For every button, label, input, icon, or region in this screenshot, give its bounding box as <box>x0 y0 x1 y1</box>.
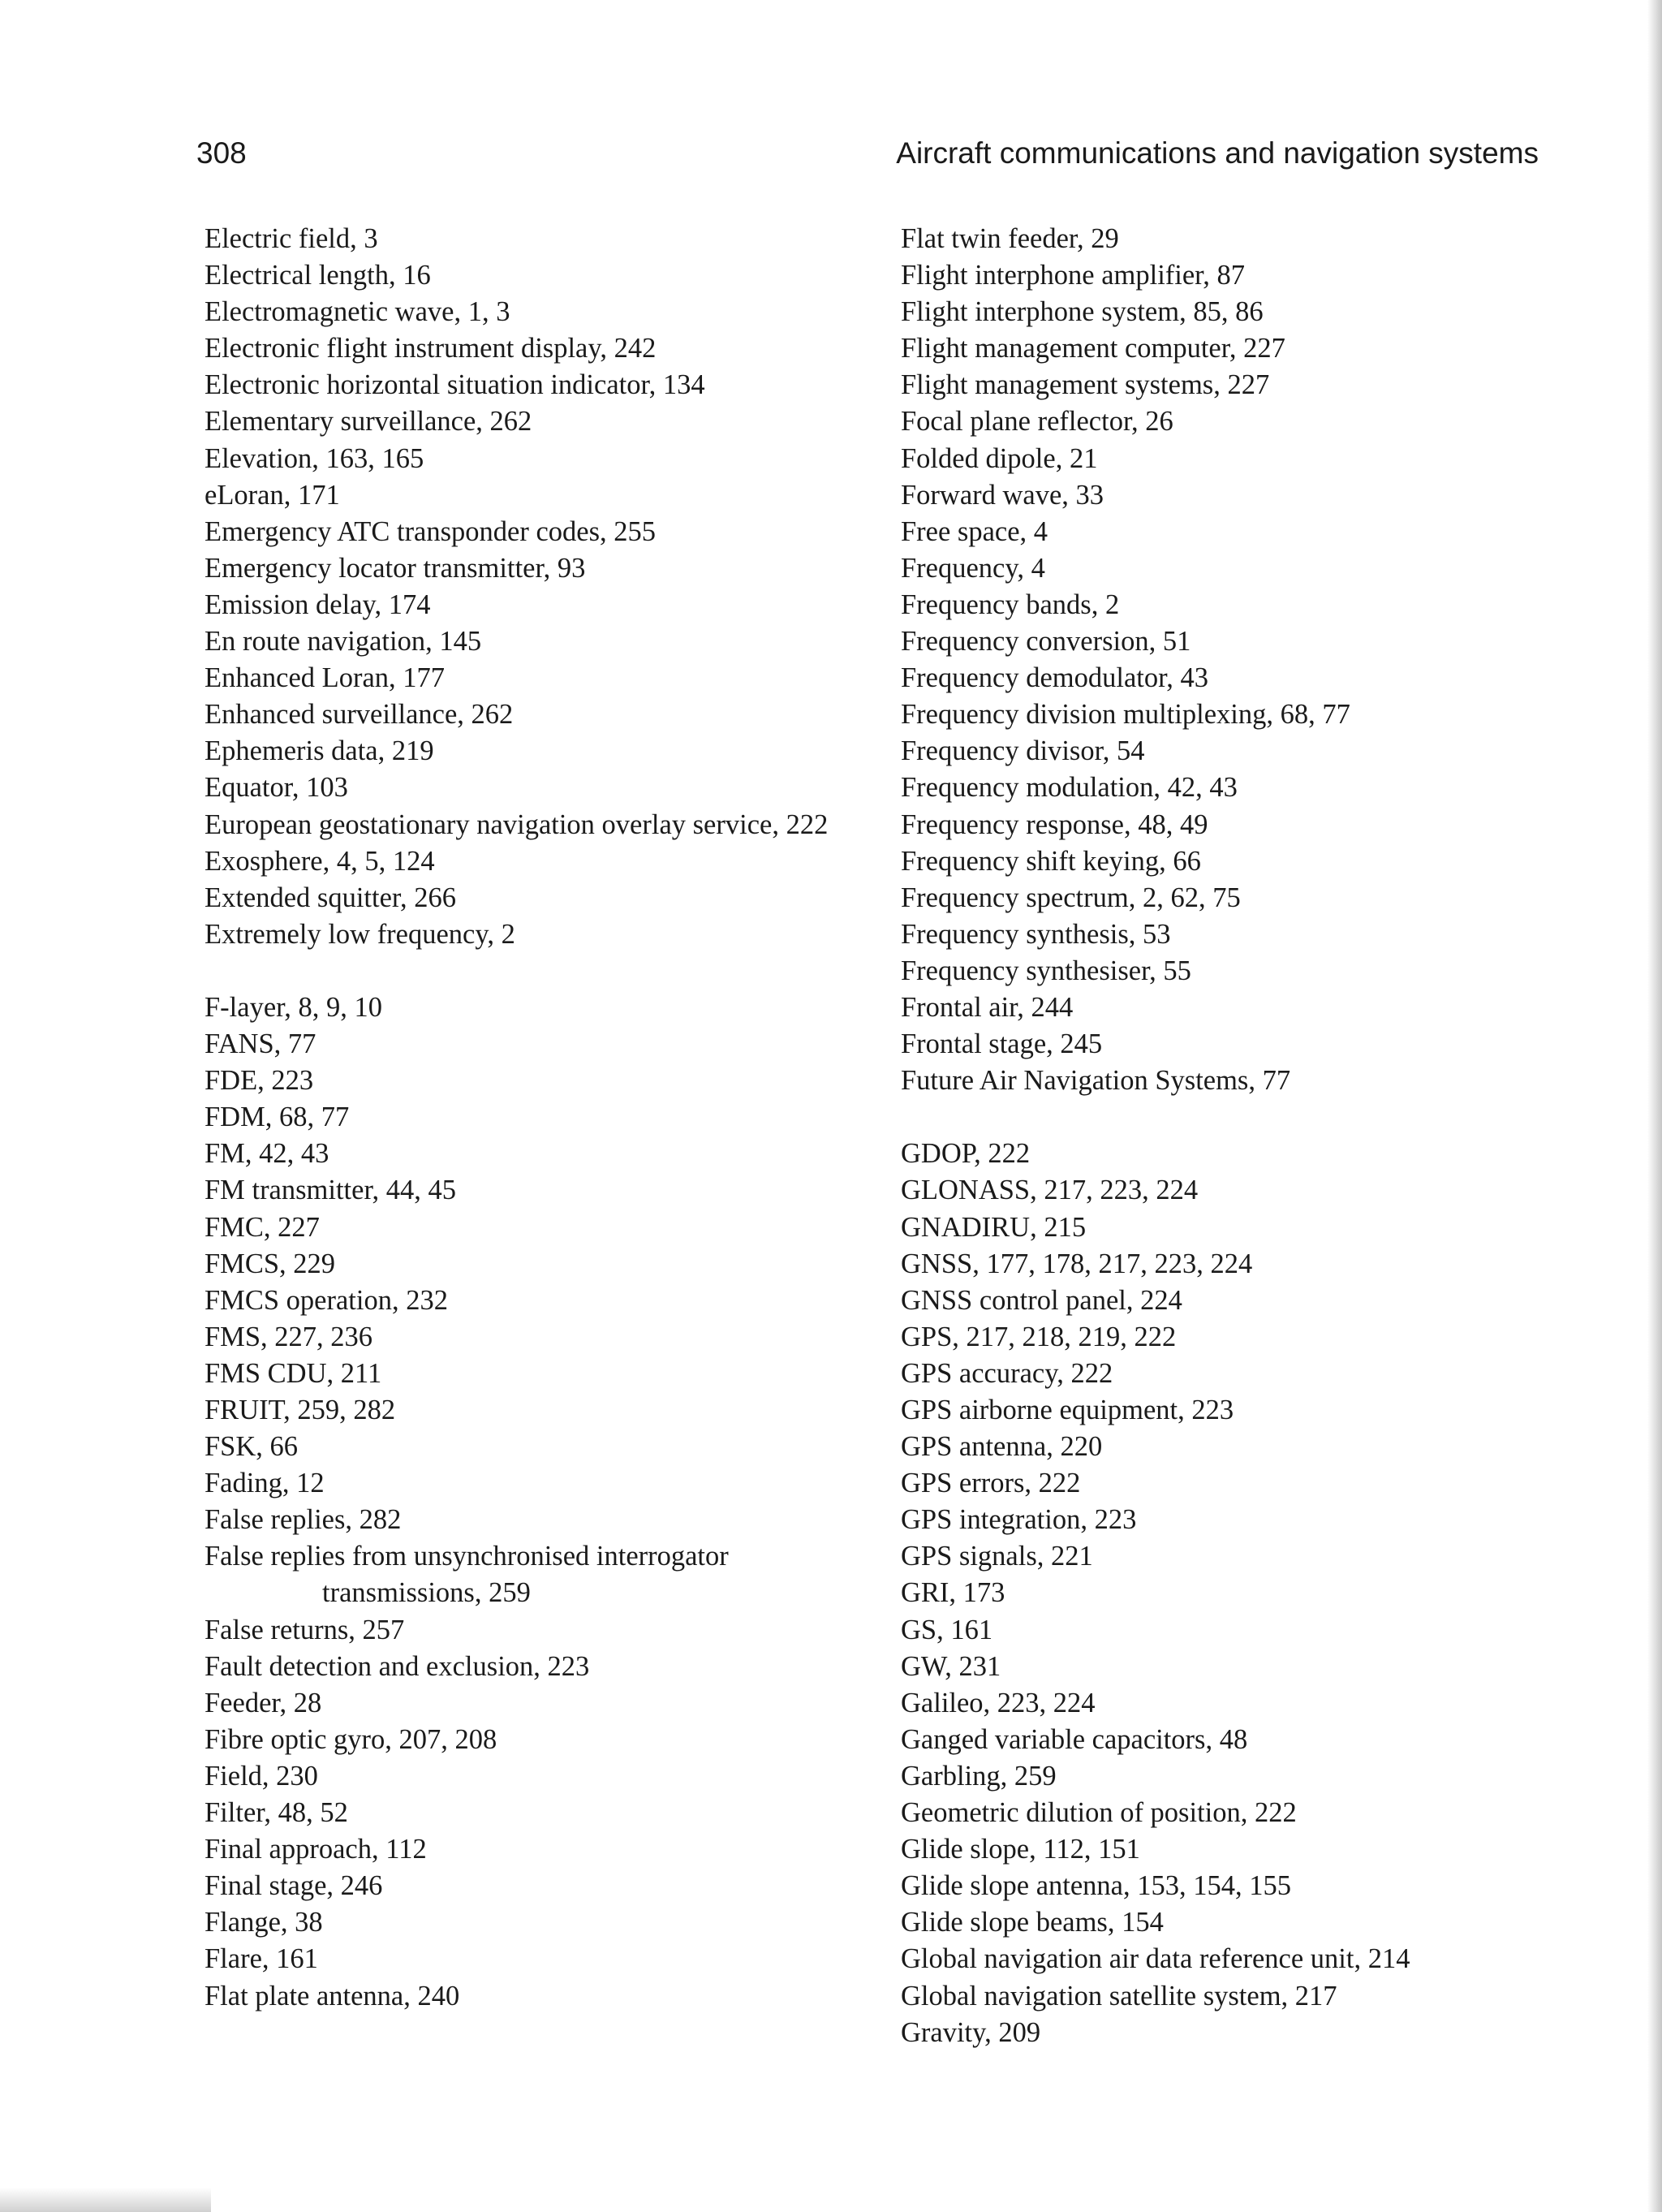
index-entry: Flange, 38 <box>205 1907 323 1938</box>
index-entry: Geometric dilution of position, 222 <box>901 1797 1297 1829</box>
index-entry: Frontal stage, 245 <box>901 1028 1103 1060</box>
index-entry: Glide slope antenna, 153, 154, 155 <box>901 1870 1291 1902</box>
index-entry: GNSS, 177, 178, 217, 223, 224 <box>901 1248 1253 1279</box>
index-entry: Future Air Navigation Systems, 77 <box>901 1065 1291 1097</box>
index-entry: Final approach, 112 <box>205 1834 427 1865</box>
index-entry: Frequency synthesiser, 55 <box>901 955 1191 986</box>
index-entry: Gravity, 209 <box>901 2016 1041 2048</box>
index-entry: FMC, 227 <box>205 1211 320 1243</box>
index-section-gap <box>901 1099 1550 1136</box>
index-entry: Frequency modulation, 42, 43 <box>901 772 1238 804</box>
index-entry: Emission delay, 174 <box>205 589 431 620</box>
index-entry: GPS, 217, 218, 219, 222 <box>901 1321 1177 1352</box>
index-entry: Frequency divisor, 54 <box>901 735 1145 767</box>
index-entry: Frequency division multiplexing, 68, 77 <box>901 699 1350 731</box>
index-entry: Free space, 4 <box>901 515 1048 547</box>
index-entry: Final stage, 246 <box>205 1870 383 1902</box>
index-entry: Emergency locator transmitter, 93 <box>205 552 586 584</box>
index-entry: GNSS control panel, 224 <box>901 1284 1182 1316</box>
index-entry: Electronic horizontal situation indicator, 134 <box>205 369 705 401</box>
index-entry: Flare, 161 <box>205 1943 318 1975</box>
index-entry: Extended squitter, 266 <box>205 882 457 913</box>
index-entry: Elevation, 163, 165 <box>205 442 424 474</box>
index-entry: GS, 161 <box>901 1614 993 1645</box>
index-entry: FRUIT, 259, 282 <box>205 1395 396 1425</box>
index-entry: FMS, 227, 236 <box>205 1321 373 1352</box>
index-entry: FMCS, 229 <box>205 1248 336 1279</box>
index-entry: Flat plate antenna, 240 <box>205 1980 460 2011</box>
index-entry: eLoran, 171 <box>205 479 340 511</box>
index-entry: Filter, 48, 52 <box>205 1797 348 1829</box>
index-entry: Emergency ATC transponder codes, 255 <box>205 515 657 547</box>
index-entry: Ganged variable capacitors, 48 <box>901 1723 1248 1755</box>
index-column-left <box>205 221 870 2015</box>
index-entry: Elementary surveillance, 262 <box>205 406 532 438</box>
page-header <box>196 136 1539 177</box>
index-entry: Frequency shift keying, 66 <box>901 845 1201 877</box>
index-entry: European geostationary navigation overlay service, 222 <box>205 808 829 840</box>
index-entry: Ephemeris data, 219 <box>205 735 434 767</box>
index-entry: Glide slope beams, 154 <box>901 1907 1164 1938</box>
index-entry: Fibre optic gyro, 207, 208 <box>205 1723 497 1755</box>
index-entry: False returns, 257 <box>205 1614 405 1645</box>
index-entry: Enhanced Loran, 177 <box>205 662 446 694</box>
index-entry: Flight management systems, 227 <box>901 369 1270 401</box>
index-entry: FM, 42, 43 <box>205 1138 329 1170</box>
index-entry: Global navigation air data reference unit, 214 <box>901 1943 1410 1975</box>
index-entry: GDOP, 222 <box>901 1138 1031 1170</box>
index-entry: FANS, 77 <box>205 1028 316 1060</box>
index-entry: Fading, 12 <box>205 1468 325 1499</box>
index-entry: Feeder, 28 <box>205 1687 322 1718</box>
index-entry: Forward wave, 33 <box>901 479 1104 511</box>
index-entry: GW, 231 <box>901 1650 1001 1682</box>
index-entry: Garbling, 259 <box>901 1760 1057 1792</box>
index-column-right <box>901 221 1550 2051</box>
index-entry: Focal plane reflector, 26 <box>901 406 1173 438</box>
index-entry: Glide slope, 112, 151 <box>901 1834 1140 1865</box>
index-entry: Folded dipole, 21 <box>901 442 1098 474</box>
index-entry: Electric field, 3 <box>205 223 378 254</box>
running-head: Aircraft communications and navigation systems <box>896 136 1539 170</box>
index-entry: Flight interphone amplifier, 87 <box>901 260 1246 291</box>
index-entry: FMS CDU, 211 <box>205 1357 382 1389</box>
index-entry: Frontal air, 244 <box>901 991 1074 1023</box>
index-entry: Equator, 103 <box>205 772 348 804</box>
index-entry: Frequency response, 48, 49 <box>901 808 1208 840</box>
index-entry: FDM, 68, 77 <box>205 1102 350 1133</box>
index-entry: Flat twin feeder, 29 <box>901 223 1119 254</box>
index-entry: Frequency demodulator, 43 <box>901 662 1208 694</box>
index-entry: FSK, 66 <box>205 1431 299 1463</box>
index-entry: Fault detection and exclusion, 223 <box>205 1650 590 1682</box>
page-corner-shadow <box>0 2188 211 2212</box>
index-entry: Frequency synthesis, 53 <box>901 918 1171 950</box>
index-entry: GLONASS, 217, 223, 224 <box>901 1175 1199 1206</box>
index-entry: GRI, 173 <box>901 1577 1005 1609</box>
index-entry: Electromagnetic wave, 1, 3 <box>205 296 510 328</box>
index-entry: En route navigation, 145 <box>205 626 482 658</box>
index-entry: Global navigation satellite system, 217 <box>901 1980 1337 2011</box>
index-entry: Flight management computer, 227 <box>901 333 1285 364</box>
index-entry: Electrical length, 16 <box>205 260 431 291</box>
index-entry: Electronic flight instrument display, 242 <box>205 333 657 364</box>
index-entry: Flight interphone system, 85, 86 <box>901 296 1264 328</box>
index-entry: FM transmitter, 44, 45 <box>205 1175 457 1206</box>
index-entry: Frequency conversion, 51 <box>901 626 1191 658</box>
index-entry: Frequency, 4 <box>901 552 1045 584</box>
index-entry: Enhanced surveillance, 262 <box>205 699 514 731</box>
index-entry: Field, 230 <box>205 1760 318 1792</box>
index-entry: Frequency spectrum, 2, 62, 75 <box>901 882 1241 913</box>
index-entry: GPS airborne equipment, 223 <box>901 1395 1234 1425</box>
page-edge-shadow <box>1647 0 1662 2212</box>
index-entry: GPS integration, 223 <box>901 1504 1137 1536</box>
index-entry: FMCS operation, 232 <box>205 1284 448 1316</box>
index-section-gap <box>205 953 870 990</box>
index-entry: GPS errors, 222 <box>901 1468 1081 1499</box>
index-entry: F-layer, 8, 9, 10 <box>205 991 382 1023</box>
index-entry: GPS antenna, 220 <box>901 1431 1103 1463</box>
index-entry: False replies, 282 <box>205 1504 402 1536</box>
index-entry: Galileo, 223, 224 <box>901 1687 1096 1718</box>
index-entry: Extremely low frequency, 2 <box>205 918 515 950</box>
page-number: 308 <box>196 136 247 170</box>
index-entry: GPS signals, 221 <box>901 1541 1093 1572</box>
index-entry: Exosphere, 4, 5, 124 <box>205 845 435 877</box>
index-entry: GPS accuracy, 222 <box>901 1357 1113 1389</box>
index-entry: Frequency bands, 2 <box>901 589 1120 620</box>
index-entry: False replies from unsynchronised interrogator transmissions, 259 <box>205 1541 729 1609</box>
index-entry: FDE, 223 <box>205 1065 314 1097</box>
index-entry: GNADIRU, 215 <box>901 1211 1087 1243</box>
